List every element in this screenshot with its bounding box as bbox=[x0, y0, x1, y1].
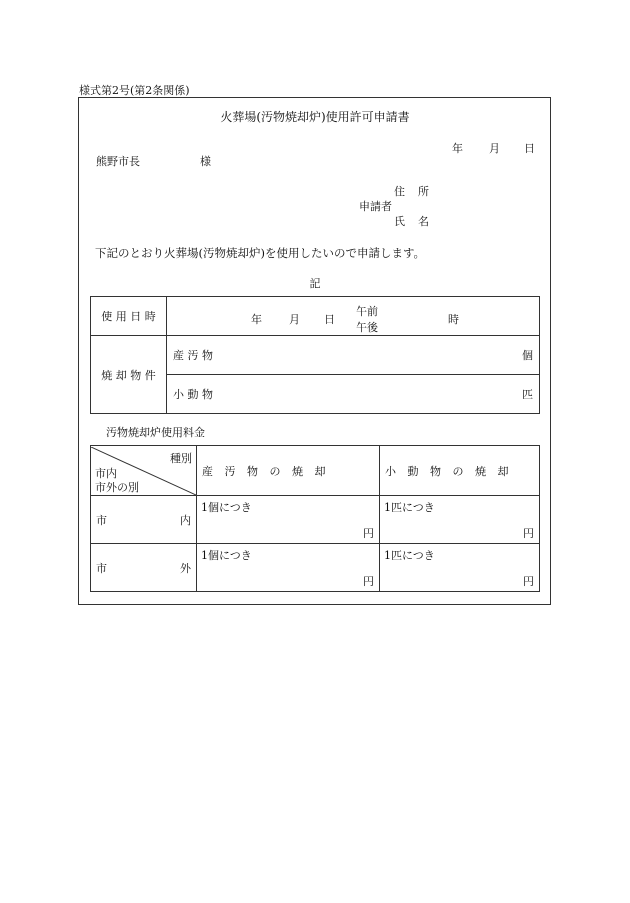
item1-unit: 個 bbox=[522, 349, 533, 362]
usage-year: 年 bbox=[251, 312, 262, 326]
name-label-b: 名 bbox=[418, 215, 429, 228]
usage-month: 月 bbox=[289, 312, 300, 326]
addressee: 熊野市長 bbox=[96, 155, 140, 168]
fee-table bbox=[90, 445, 540, 592]
address-label-b: 所 bbox=[418, 185, 429, 198]
usage-date-label: 使 用 日 時 bbox=[91, 297, 167, 336]
name-label-a: 氏 bbox=[394, 215, 405, 228]
usage-date-cell[interactable] bbox=[167, 297, 540, 336]
per-animal-label: 1匹につき bbox=[384, 500, 435, 514]
date-year: 年 bbox=[452, 142, 463, 155]
honorific: 様 bbox=[200, 155, 211, 168]
form-number-label: 様式第2号(第2条関係) bbox=[79, 84, 190, 97]
item2-cell[interactable] bbox=[167, 375, 540, 414]
corner-type-label: 種別 bbox=[170, 451, 192, 465]
fee-col1-header: 産 汚 物 の 焼 却 bbox=[197, 446, 380, 496]
item1-label: 産 汚 物 bbox=[173, 349, 213, 362]
yen-unit: 円 bbox=[363, 574, 374, 588]
fee-inside-animal-cell[interactable] bbox=[380, 496, 540, 544]
per-piece-label: 1個につき bbox=[201, 500, 252, 514]
date-day: 日 bbox=[524, 142, 535, 155]
corner-inside-label: 市内 bbox=[95, 466, 117, 480]
corner-outside-label: 市外の別 bbox=[95, 480, 139, 494]
form-title: 火葬場(汚物焼却炉)使用許可申請書 bbox=[220, 110, 410, 124]
row-inside-a: 市 bbox=[96, 513, 107, 527]
yen-unit: 円 bbox=[363, 526, 374, 540]
usage-table bbox=[90, 296, 540, 414]
per-animal-label: 1匹につき bbox=[384, 548, 435, 562]
usage-pm: 午後 bbox=[356, 320, 378, 334]
usage-day: 日 bbox=[324, 312, 335, 326]
applicant-label: 申請者 bbox=[359, 200, 392, 213]
fee-inside-piece-cell[interactable] bbox=[197, 496, 380, 544]
ki-heading: 記 bbox=[309, 277, 321, 290]
fee-outside-animal-cell[interactable] bbox=[380, 544, 540, 592]
request-statement: 下記のとおり火葬場(汚物焼却炉)を使用したいので申請します。 bbox=[95, 246, 426, 260]
item2-unit: 匹 bbox=[522, 388, 533, 401]
fee-outside-piece-cell[interactable] bbox=[197, 544, 380, 592]
usage-am: 午前 bbox=[356, 304, 378, 318]
fee-col2-header: 小 動 物 の 焼 却 bbox=[380, 446, 540, 496]
row-outside-a: 市 bbox=[96, 561, 107, 575]
fee-corner-cell bbox=[91, 446, 197, 496]
fee-row-inside bbox=[91, 496, 197, 544]
yen-unit: 円 bbox=[523, 526, 534, 540]
items-label: 焼 却 物 件 bbox=[91, 336, 167, 414]
item2-label: 小 動 物 bbox=[173, 388, 213, 401]
per-piece-label: 1個につき bbox=[201, 548, 252, 562]
date-month: 月 bbox=[489, 142, 500, 155]
fee-title: 汚物焼却炉使用料金 bbox=[106, 426, 205, 439]
yen-unit: 円 bbox=[523, 574, 534, 588]
item1-cell[interactable] bbox=[167, 336, 540, 375]
fee-row-outside bbox=[91, 544, 197, 592]
row-outside-b: 外 bbox=[180, 561, 191, 575]
row-inside-b: 内 bbox=[180, 513, 191, 527]
address-label-a: 住 bbox=[394, 185, 405, 198]
usage-hour: 時 bbox=[448, 312, 459, 326]
